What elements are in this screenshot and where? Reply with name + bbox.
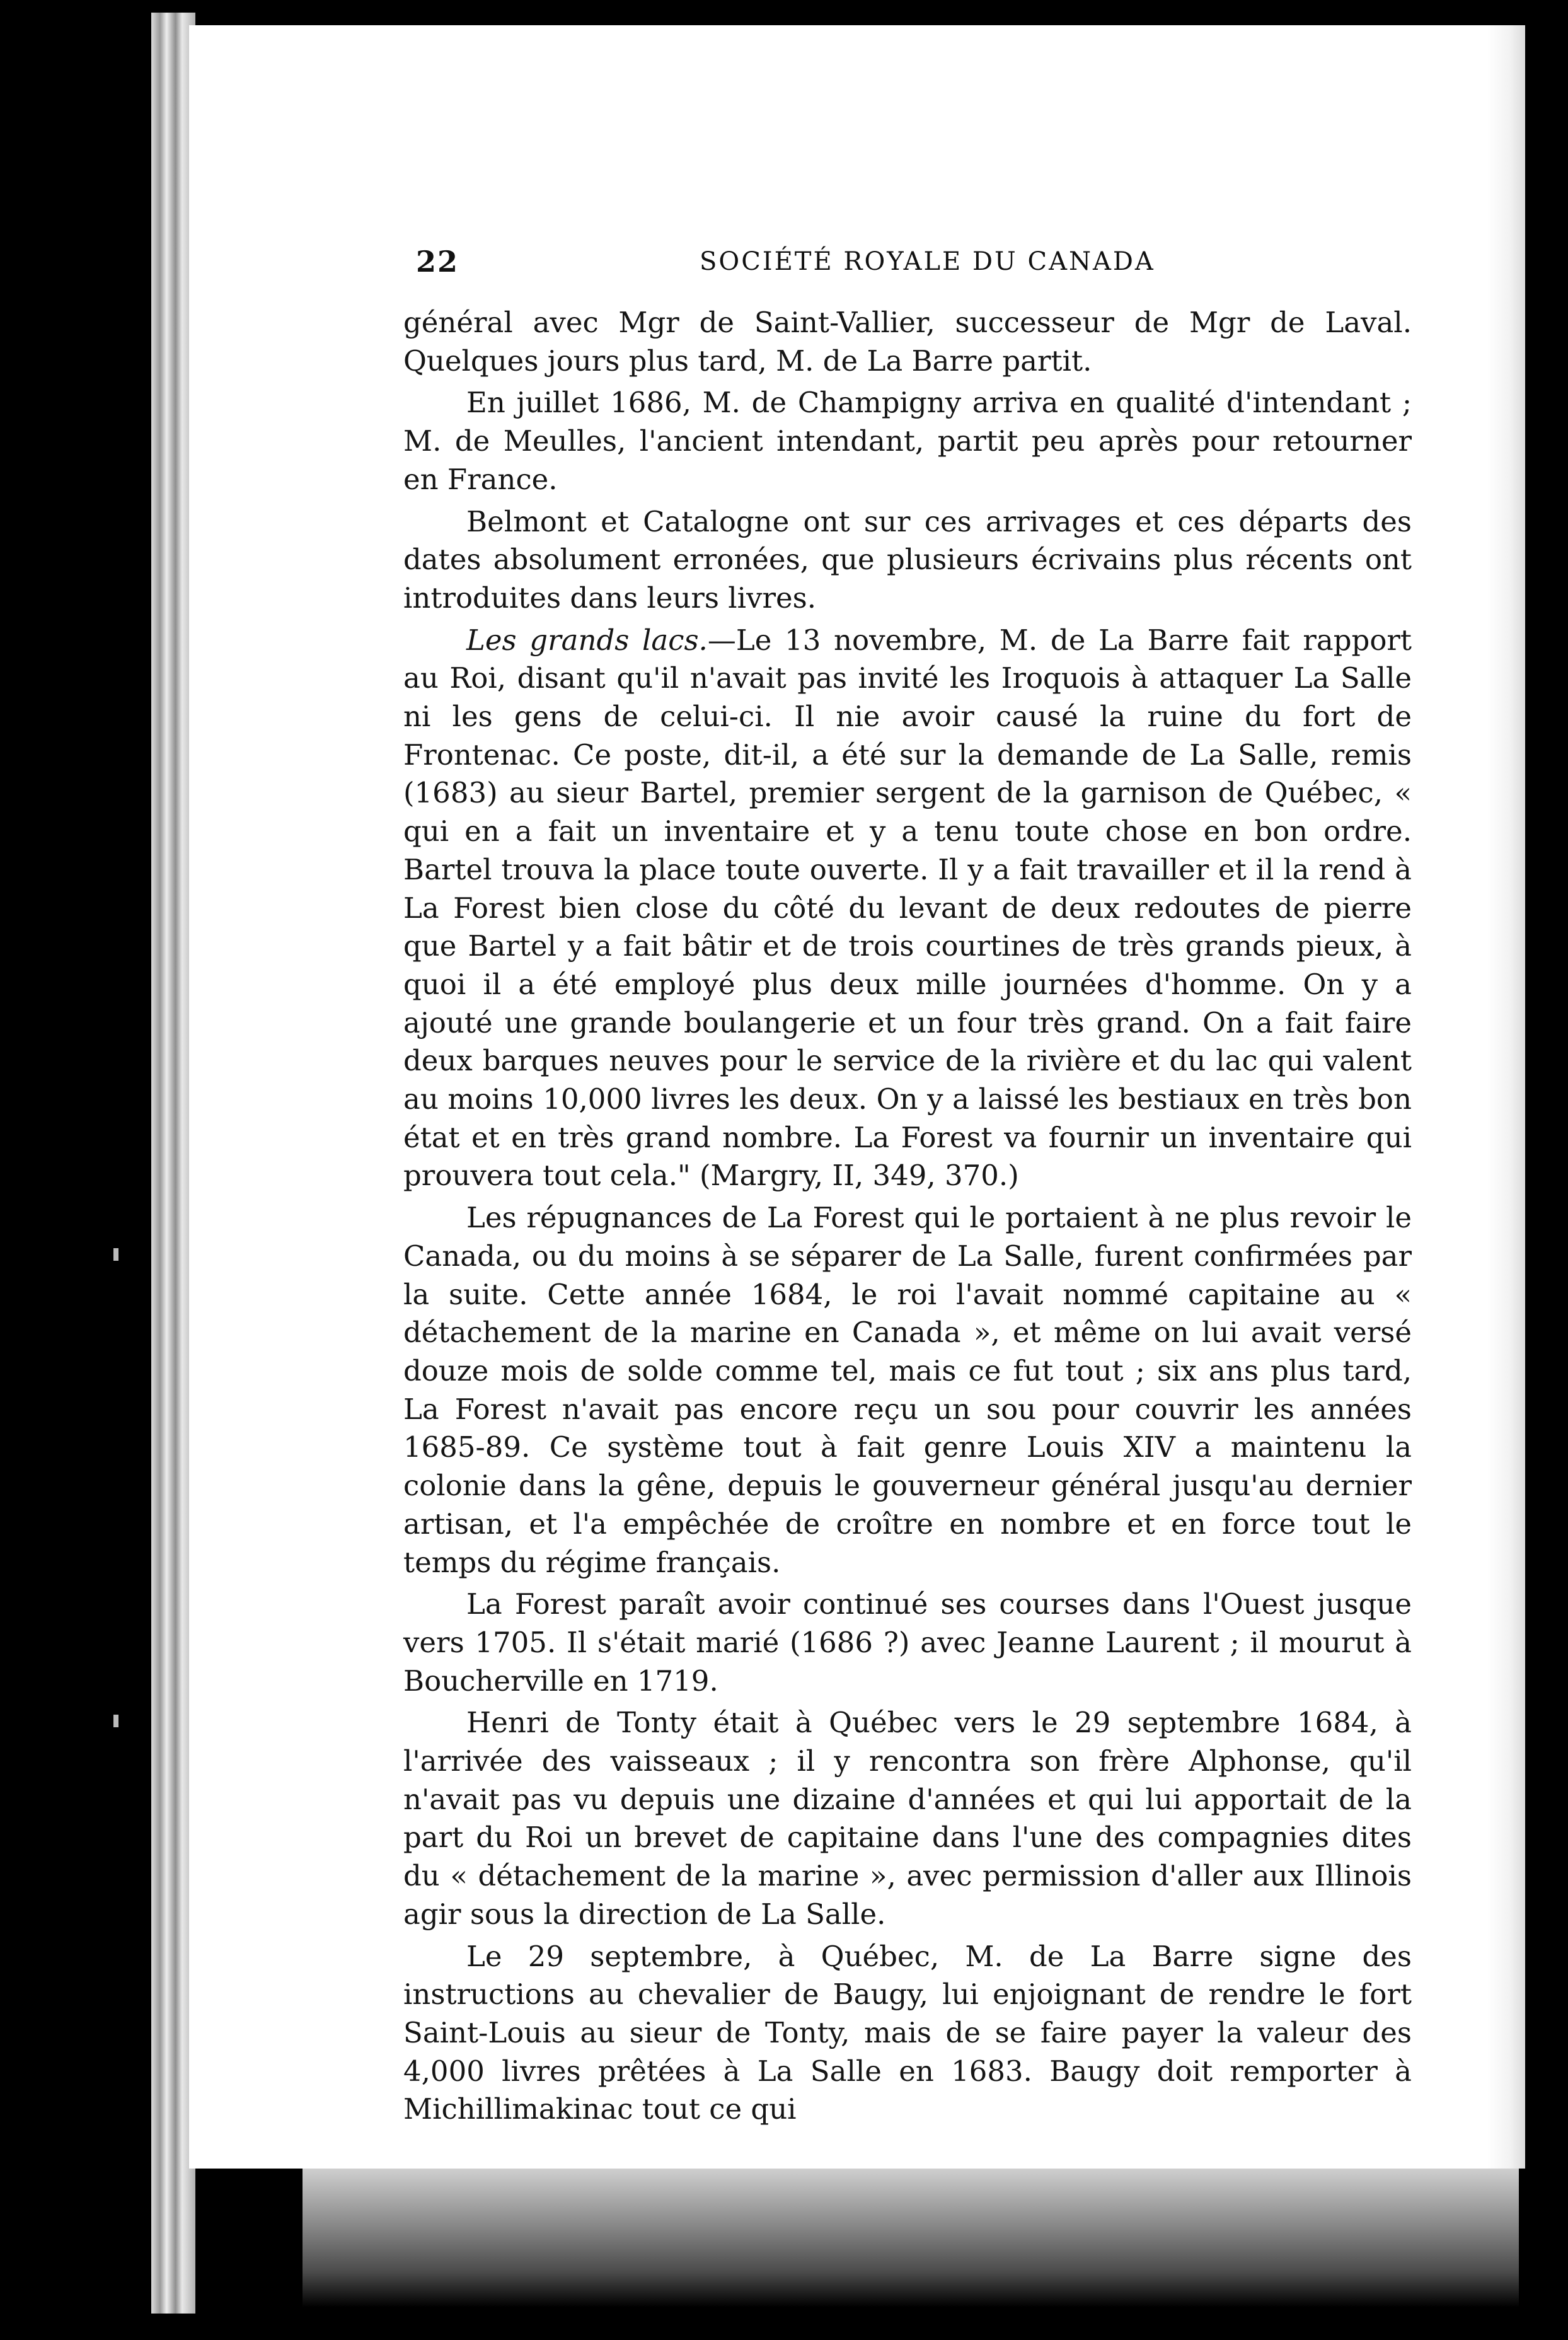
- page-edge-right: [1487, 25, 1525, 2169]
- paragraph: [403, 304, 1412, 380]
- paragraph-text: Henri de Tonty était à Québec vers le 29 septembre 1684, à l'arrivée des vaisseaux ; il y rencontra son frère Alphonse, qu'il n'avait pas vu depuis une dizaine d'années et qui lui apportait de la part du Roi un brevet de capitaine dans l'une des compagnies dites du « détachement de la marine », avec permission d'aller aux Illinois agir sous la direction de La Salle.: [403, 1706, 1412, 1931]
- paragraph-text: Belmont et Catalogne ont sur ces arrivages et ces départs des dates absolument erronées, que plusieurs écrivains plus récents ont introduites dans leurs livres.: [403, 504, 1412, 615]
- paragraph-text: La Forest paraît avoir continué ses courses dans l'Ouest jusque vers 1705. Il s'était marié (1686 ?) avec Jeanne Laurent ; il mourut à Boucherville en 1719.: [403, 1587, 1412, 1698]
- paragraph-text: général avec Mgr de Saint-Vallier, successeur de Mgr de Laval. Quelques jours plus tard, M. de La Barre partit.: [403, 306, 1412, 378]
- paragraph: [403, 1938, 1412, 2129]
- page-header: [416, 245, 1155, 282]
- paragraph: [403, 1585, 1412, 1700]
- paragraph-text: En juillet 1686, M. de Champigny arriva en qualité d'intendant ; M. de Meulles, l'ancient intendant, partit peu après pour retourner en France.: [403, 386, 1412, 496]
- page-bottom-shadow: [303, 2169, 1519, 2307]
- paragraph: [403, 384, 1412, 499]
- paragraph: [403, 503, 1412, 618]
- margin-mark: [113, 1248, 118, 1261]
- paragraph-text: —Le 13 novembre, M. de La Barre fait rapport au Roi, disant qu'il n'avait pas invité les Iroquois à attaquer La Salle ni les gens de celui-ci. Il nie avoir causé la ruine du fort de Frontenac. Ce poste, dit-il, a été sur la demande de La Salle, remis (1683) au sieur Bartel, premier sergent de la garnison de Québec, « qui en a fait un inventaire et y a tenu toute chose en bon ordre. Bartel trouva la place toute ouverte. Il y a fait travailler et il la rend à La Forest bien close du côté du levant de deux redoutes de pierre que Bartel y a fait bâtir et de trois courtines de très grands pieux, à quoi il a été employé plus deux mille journées d'homme. On y a ajouté une grande boulangerie et un four très grand. On a fait faire deux barques neuves pour le service de la rivière et du lac qui valent au moins 10,000 livres les deux. On y a laissé les bestiaux en très bon état et en très grand nombre. La Forest va fournir un inventaire qui prouvera tout cela." (Margry, II, 349, 370.): [403, 623, 1412, 1193]
- section-heading: Les grands lacs.: [466, 623, 708, 657]
- margin-mark: [113, 1715, 118, 1727]
- paragraph-text: Le 29 septembre, à Québec, M. de La Barre signe des instructions au chevalier de Baugy, lui enjoignant de rendre le fort Saint-Louis au sieur de Tonty, mais de se faire payer la valeur des 4,000 livres prêtées à La Salle en 1683. Baugy doit remporter à Michillimakinac tout ce qui: [403, 1939, 1412, 2126]
- page-number: 22: [416, 245, 459, 279]
- paragraph: [403, 1704, 1412, 1933]
- paragraph: [403, 1199, 1412, 1582]
- paragraph-text: Les répugnances de La Forest qui le portaient à ne plus revoir le Canada, ou du moins à se séparer de La Salle, furent confirmées par la suite. Cette année 1684, le roi l'avait nommé capitaine au « détachement de la marine en Canada », et même on lui avait versé douze mois de solde comme tel, mais ce fut tout ; six ans plus tard, La Forest n'avait pas encore reçu un sou pour couvrir les années 1685-89. Ce système tout à fait genre Louis XIV a maintenu la colonie dans la gêne, depuis le gouverneur général jusqu'au dernier artisan, et l'a empêchée de croître en nombre et en force tout le temps du régime français.: [403, 1201, 1412, 1579]
- running-head: SOCIÉTÉ ROYALE DU CANADA: [700, 247, 1155, 276]
- paragraph: [403, 622, 1412, 1196]
- body-text: [403, 304, 1412, 2133]
